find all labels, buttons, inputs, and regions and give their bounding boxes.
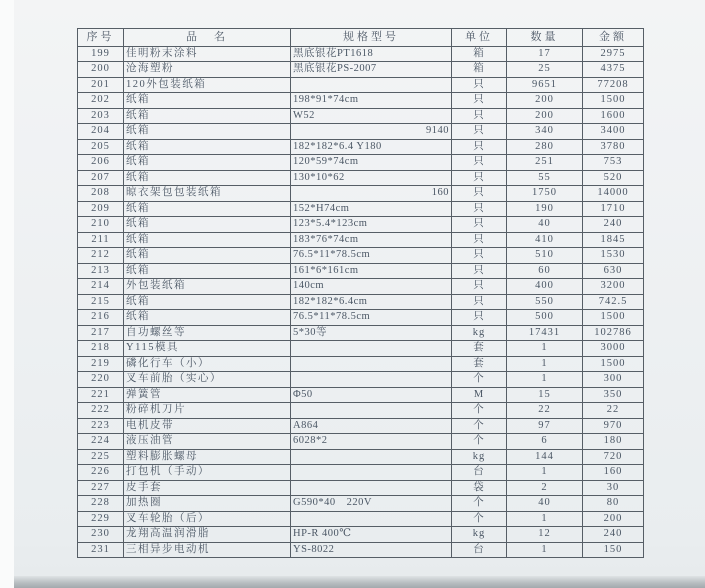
cell-name: Y115模具 [124, 341, 291, 356]
cell-name: 纸箱 [124, 124, 291, 139]
table-row [78, 186, 644, 201]
cell-name: 纸箱 [124, 139, 291, 154]
cell-unit: kg [452, 325, 507, 340]
cell-spec: YS-8022 [291, 542, 452, 558]
cell-qty: 1 [507, 511, 583, 526]
cell-spec: 182*182*6.4 Y180 [291, 139, 452, 154]
cell-no: 207 [78, 170, 124, 185]
table-row [78, 310, 644, 325]
cell-unit: 只 [452, 77, 507, 92]
cell-unit: 个 [452, 434, 507, 449]
cell-spec: 182*182*6.4cm [291, 294, 452, 309]
cell-qty: 410 [507, 232, 583, 247]
cell-amount: 300 [583, 372, 644, 387]
cell-name: 纸箱 [124, 155, 291, 170]
cell-qty: 1 [507, 372, 583, 387]
cell-unit: 只 [452, 310, 507, 325]
scanner-edge-shadow [0, 576, 705, 588]
cell-qty: 510 [507, 248, 583, 263]
cell-qty: 1 [507, 542, 583, 558]
table-row [78, 248, 644, 263]
cell-qty: 22 [507, 403, 583, 418]
cell-qty: 200 [507, 108, 583, 123]
cell-no: 199 [78, 47, 124, 62]
cell-no: 231 [78, 542, 124, 558]
cell-qty: 144 [507, 449, 583, 464]
cell-no: 218 [78, 341, 124, 356]
table-row [78, 511, 644, 526]
cell-spec [291, 480, 452, 495]
table-row [78, 418, 644, 433]
cell-unit: 只 [452, 263, 507, 278]
cell-unit: 只 [452, 217, 507, 232]
cell-name: 叉车前胎（实心） [124, 372, 291, 387]
cell-no: 212 [78, 248, 124, 263]
cell-unit: 台 [452, 465, 507, 480]
cell-no: 214 [78, 279, 124, 294]
table-row [78, 155, 644, 170]
table-row [78, 77, 644, 92]
cell-qty: 12 [507, 527, 583, 542]
cell-no: 206 [78, 155, 124, 170]
cell-name: 纸箱 [124, 248, 291, 263]
cell-amount: 4375 [583, 62, 644, 77]
cell-name: 自功螺丝等 [124, 325, 291, 340]
table-row [78, 403, 644, 418]
cell-name: 纸箱 [124, 310, 291, 325]
cell-name: 纸箱 [124, 217, 291, 232]
cell-name: 龙翔高温润滑脂 [124, 527, 291, 542]
cell-amount: 970 [583, 418, 644, 433]
cell-amount: 1600 [583, 108, 644, 123]
cell-unit: kg [452, 449, 507, 464]
cell-unit: 只 [452, 170, 507, 185]
table-row [78, 542, 644, 558]
header-row [78, 29, 644, 47]
cell-no: 217 [78, 325, 124, 340]
cell-no: 226 [78, 465, 124, 480]
cell-amount: 80 [583, 496, 644, 511]
table-row [78, 217, 644, 232]
cell-no: 222 [78, 403, 124, 418]
cell-name: 纸箱 [124, 232, 291, 247]
cell-name: 液压油管 [124, 434, 291, 449]
table-row [78, 124, 644, 139]
cell-amount: 350 [583, 387, 644, 402]
table-row [78, 93, 644, 108]
table-row [78, 232, 644, 247]
cell-name: 120外包装纸箱 [124, 77, 291, 92]
header-spec: 规格型号 [291, 29, 452, 47]
table-row [78, 341, 644, 356]
cell-spec: 140cm [291, 279, 452, 294]
cell-no: 208 [78, 186, 124, 201]
cell-no: 205 [78, 139, 124, 154]
cell-amount: 3400 [583, 124, 644, 139]
cell-unit: 套 [452, 341, 507, 356]
table-row [78, 372, 644, 387]
cell-qty: 17 [507, 47, 583, 62]
cell-spec [291, 449, 452, 464]
cell-spec: 123*5.4*123cm [291, 217, 452, 232]
cell-qty: 1 [507, 341, 583, 356]
cell-qty: 25 [507, 62, 583, 77]
cell-unit: 只 [452, 248, 507, 263]
cell-unit: 只 [452, 279, 507, 294]
cell-spec: 161*6*161cm [291, 263, 452, 278]
cell-unit: 台 [452, 542, 507, 558]
cell-no: 213 [78, 263, 124, 278]
cell-qty: 500 [507, 310, 583, 325]
cell-amount: 160 [583, 465, 644, 480]
cell-qty: 280 [507, 139, 583, 154]
cell-name: 粉碎机刀片 [124, 403, 291, 418]
cell-qty: 1 [507, 356, 583, 371]
cell-spec: 76.5*11*78.5cm [291, 310, 452, 325]
cell-qty: 1750 [507, 186, 583, 201]
page-left-margin [0, 0, 14, 588]
table-row [78, 139, 644, 154]
cell-spec: 160 [291, 186, 452, 201]
cell-unit: 个 [452, 511, 507, 526]
table-row [78, 279, 644, 294]
cell-no: 211 [78, 232, 124, 247]
cell-no: 209 [78, 201, 124, 216]
cell-spec: 黑底银花PT1618 [291, 47, 452, 62]
cell-unit: 个 [452, 496, 507, 511]
cell-qty: 251 [507, 155, 583, 170]
cell-no: 219 [78, 356, 124, 371]
cell-unit: 只 [452, 186, 507, 201]
cell-unit: 只 [452, 201, 507, 216]
cell-qty: 1 [507, 465, 583, 480]
cell-amount: 22 [583, 403, 644, 418]
cell-unit: 个 [452, 418, 507, 433]
cell-spec: 120*59*74cm [291, 155, 452, 170]
cell-qty: 6 [507, 434, 583, 449]
cell-name: 磷化行车（小） [124, 356, 291, 371]
cell-no: 210 [78, 217, 124, 232]
cell-spec: 9140 [291, 124, 452, 139]
cell-name: 纸箱 [124, 294, 291, 309]
cell-qty: 340 [507, 124, 583, 139]
header-no: 序号 [78, 29, 124, 47]
table-row [78, 263, 644, 278]
cell-unit: 只 [452, 155, 507, 170]
cell-amount: 240 [583, 527, 644, 542]
cell-unit: M [452, 387, 507, 402]
cell-spec: 198*91*74cm [291, 93, 452, 108]
cell-qty: 17431 [507, 325, 583, 340]
table-row [78, 449, 644, 464]
cell-amount: 720 [583, 449, 644, 464]
cell-spec [291, 341, 452, 356]
cell-unit: 箱 [452, 62, 507, 77]
cell-name: 皮手套 [124, 480, 291, 495]
cell-amount: 742.5 [583, 294, 644, 309]
cell-no: 220 [78, 372, 124, 387]
cell-qty: 55 [507, 170, 583, 185]
cell-no: 201 [78, 77, 124, 92]
cell-qty: 97 [507, 418, 583, 433]
cell-amount: 753 [583, 155, 644, 170]
cell-amount: 3000 [583, 341, 644, 356]
table-row [78, 294, 644, 309]
cell-name: 纸箱 [124, 93, 291, 108]
cell-qty: 2 [507, 480, 583, 495]
table-row [78, 480, 644, 495]
table-row [78, 170, 644, 185]
cell-amount: 200 [583, 511, 644, 526]
header-name: 品 名 [124, 29, 291, 47]
cell-name: 打包机（手动） [124, 465, 291, 480]
cell-spec: HP-R 400℃ [291, 527, 452, 542]
cell-name: 纸箱 [124, 201, 291, 216]
cell-amount: 150 [583, 542, 644, 558]
cell-no: 200 [78, 62, 124, 77]
table-row [78, 496, 644, 511]
cell-name: 电机皮带 [124, 418, 291, 433]
cell-qty: 200 [507, 93, 583, 108]
cell-unit: 只 [452, 294, 507, 309]
cell-no: 225 [78, 449, 124, 464]
cell-unit: 只 [452, 93, 507, 108]
cell-name: 纸箱 [124, 108, 291, 123]
cell-amount: 1710 [583, 201, 644, 216]
cell-amount: 180 [583, 434, 644, 449]
cell-name: 纸箱 [124, 263, 291, 278]
cell-amount: 1500 [583, 93, 644, 108]
cell-unit: 个 [452, 403, 507, 418]
table-body [78, 47, 644, 558]
header-qty: 数量 [507, 29, 583, 47]
cell-amount: 630 [583, 263, 644, 278]
cell-no: 215 [78, 294, 124, 309]
cell-unit: kg [452, 527, 507, 542]
cell-amount: 3780 [583, 139, 644, 154]
cell-amount: 77208 [583, 77, 644, 92]
cell-amount: 1845 [583, 232, 644, 247]
cell-unit: 只 [452, 232, 507, 247]
cell-qty: 9651 [507, 77, 583, 92]
cell-unit: 个 [452, 372, 507, 387]
cell-spec [291, 77, 452, 92]
inventory-table [77, 28, 644, 558]
cell-unit: 袋 [452, 480, 507, 495]
cell-spec: A864 [291, 418, 452, 433]
cell-spec: W52 [291, 108, 452, 123]
cell-name: 弹簧管 [124, 387, 291, 402]
cell-amount: 240 [583, 217, 644, 232]
cell-spec: 152*H74cm [291, 201, 452, 216]
cell-qty: 60 [507, 263, 583, 278]
cell-spec: Φ50 [291, 387, 452, 402]
cell-spec: 黑底银花PS-2007 [291, 62, 452, 77]
cell-no: 229 [78, 511, 124, 526]
table-row [78, 47, 644, 62]
cell-unit: 箱 [452, 47, 507, 62]
cell-no: 221 [78, 387, 124, 402]
cell-qty: 400 [507, 279, 583, 294]
table-row [78, 356, 644, 371]
cell-name: 纸箱 [124, 170, 291, 185]
cell-no: 227 [78, 480, 124, 495]
table-row [78, 108, 644, 123]
cell-no: 223 [78, 418, 124, 433]
cell-spec: 6028*2 [291, 434, 452, 449]
cell-qty: 190 [507, 201, 583, 216]
cell-no: 202 [78, 93, 124, 108]
cell-qty: 40 [507, 217, 583, 232]
cell-no: 204 [78, 124, 124, 139]
cell-amount: 14000 [583, 186, 644, 201]
cell-spec: 183*76*74cm [291, 232, 452, 247]
cell-unit: 只 [452, 108, 507, 123]
cell-no: 216 [78, 310, 124, 325]
cell-amount: 1500 [583, 310, 644, 325]
table-row [78, 434, 644, 449]
cell-no: 228 [78, 496, 124, 511]
cell-name: 三相异步电动机 [124, 542, 291, 558]
table-row [78, 201, 644, 216]
cell-spec: G590*40 220V [291, 496, 452, 511]
cell-no: 203 [78, 108, 124, 123]
table-row [78, 325, 644, 340]
cell-name: 晾衣架包包装纸箱 [124, 186, 291, 201]
table-row [78, 387, 644, 402]
cell-qty: 40 [507, 496, 583, 511]
header-amount: 金额 [583, 29, 644, 47]
header-unit: 单位 [452, 29, 507, 47]
cell-spec [291, 465, 452, 480]
table-row [78, 465, 644, 480]
cell-qty: 15 [507, 387, 583, 402]
cell-spec [291, 372, 452, 387]
cell-amount: 30 [583, 480, 644, 495]
table-row [78, 527, 644, 542]
cell-spec: 130*10*62 [291, 170, 452, 185]
cell-no: 224 [78, 434, 124, 449]
cell-name: 加热圈 [124, 496, 291, 511]
cell-name: 塑料膨胀螺母 [124, 449, 291, 464]
cell-spec: 76.5*11*78.5cm [291, 248, 452, 263]
cell-unit: 只 [452, 124, 507, 139]
cell-spec [291, 356, 452, 371]
cell-name: 外包装纸箱 [124, 279, 291, 294]
cell-unit: 只 [452, 139, 507, 154]
cell-amount: 2975 [583, 47, 644, 62]
cell-name: 叉车轮胎（后） [124, 511, 291, 526]
table-row [78, 62, 644, 77]
cell-name: 佳明粉末涂料 [124, 47, 291, 62]
cell-amount: 102786 [583, 325, 644, 340]
cell-amount: 3200 [583, 279, 644, 294]
cell-unit: 套 [452, 356, 507, 371]
cell-name: 沧海塑粉 [124, 62, 291, 77]
cell-spec [291, 403, 452, 418]
cell-qty: 550 [507, 294, 583, 309]
cell-spec: 5*30等 [291, 325, 452, 340]
cell-amount: 1500 [583, 356, 644, 371]
cell-no: 230 [78, 527, 124, 542]
cell-amount: 520 [583, 170, 644, 185]
cell-amount: 1530 [583, 248, 644, 263]
cell-spec [291, 511, 452, 526]
